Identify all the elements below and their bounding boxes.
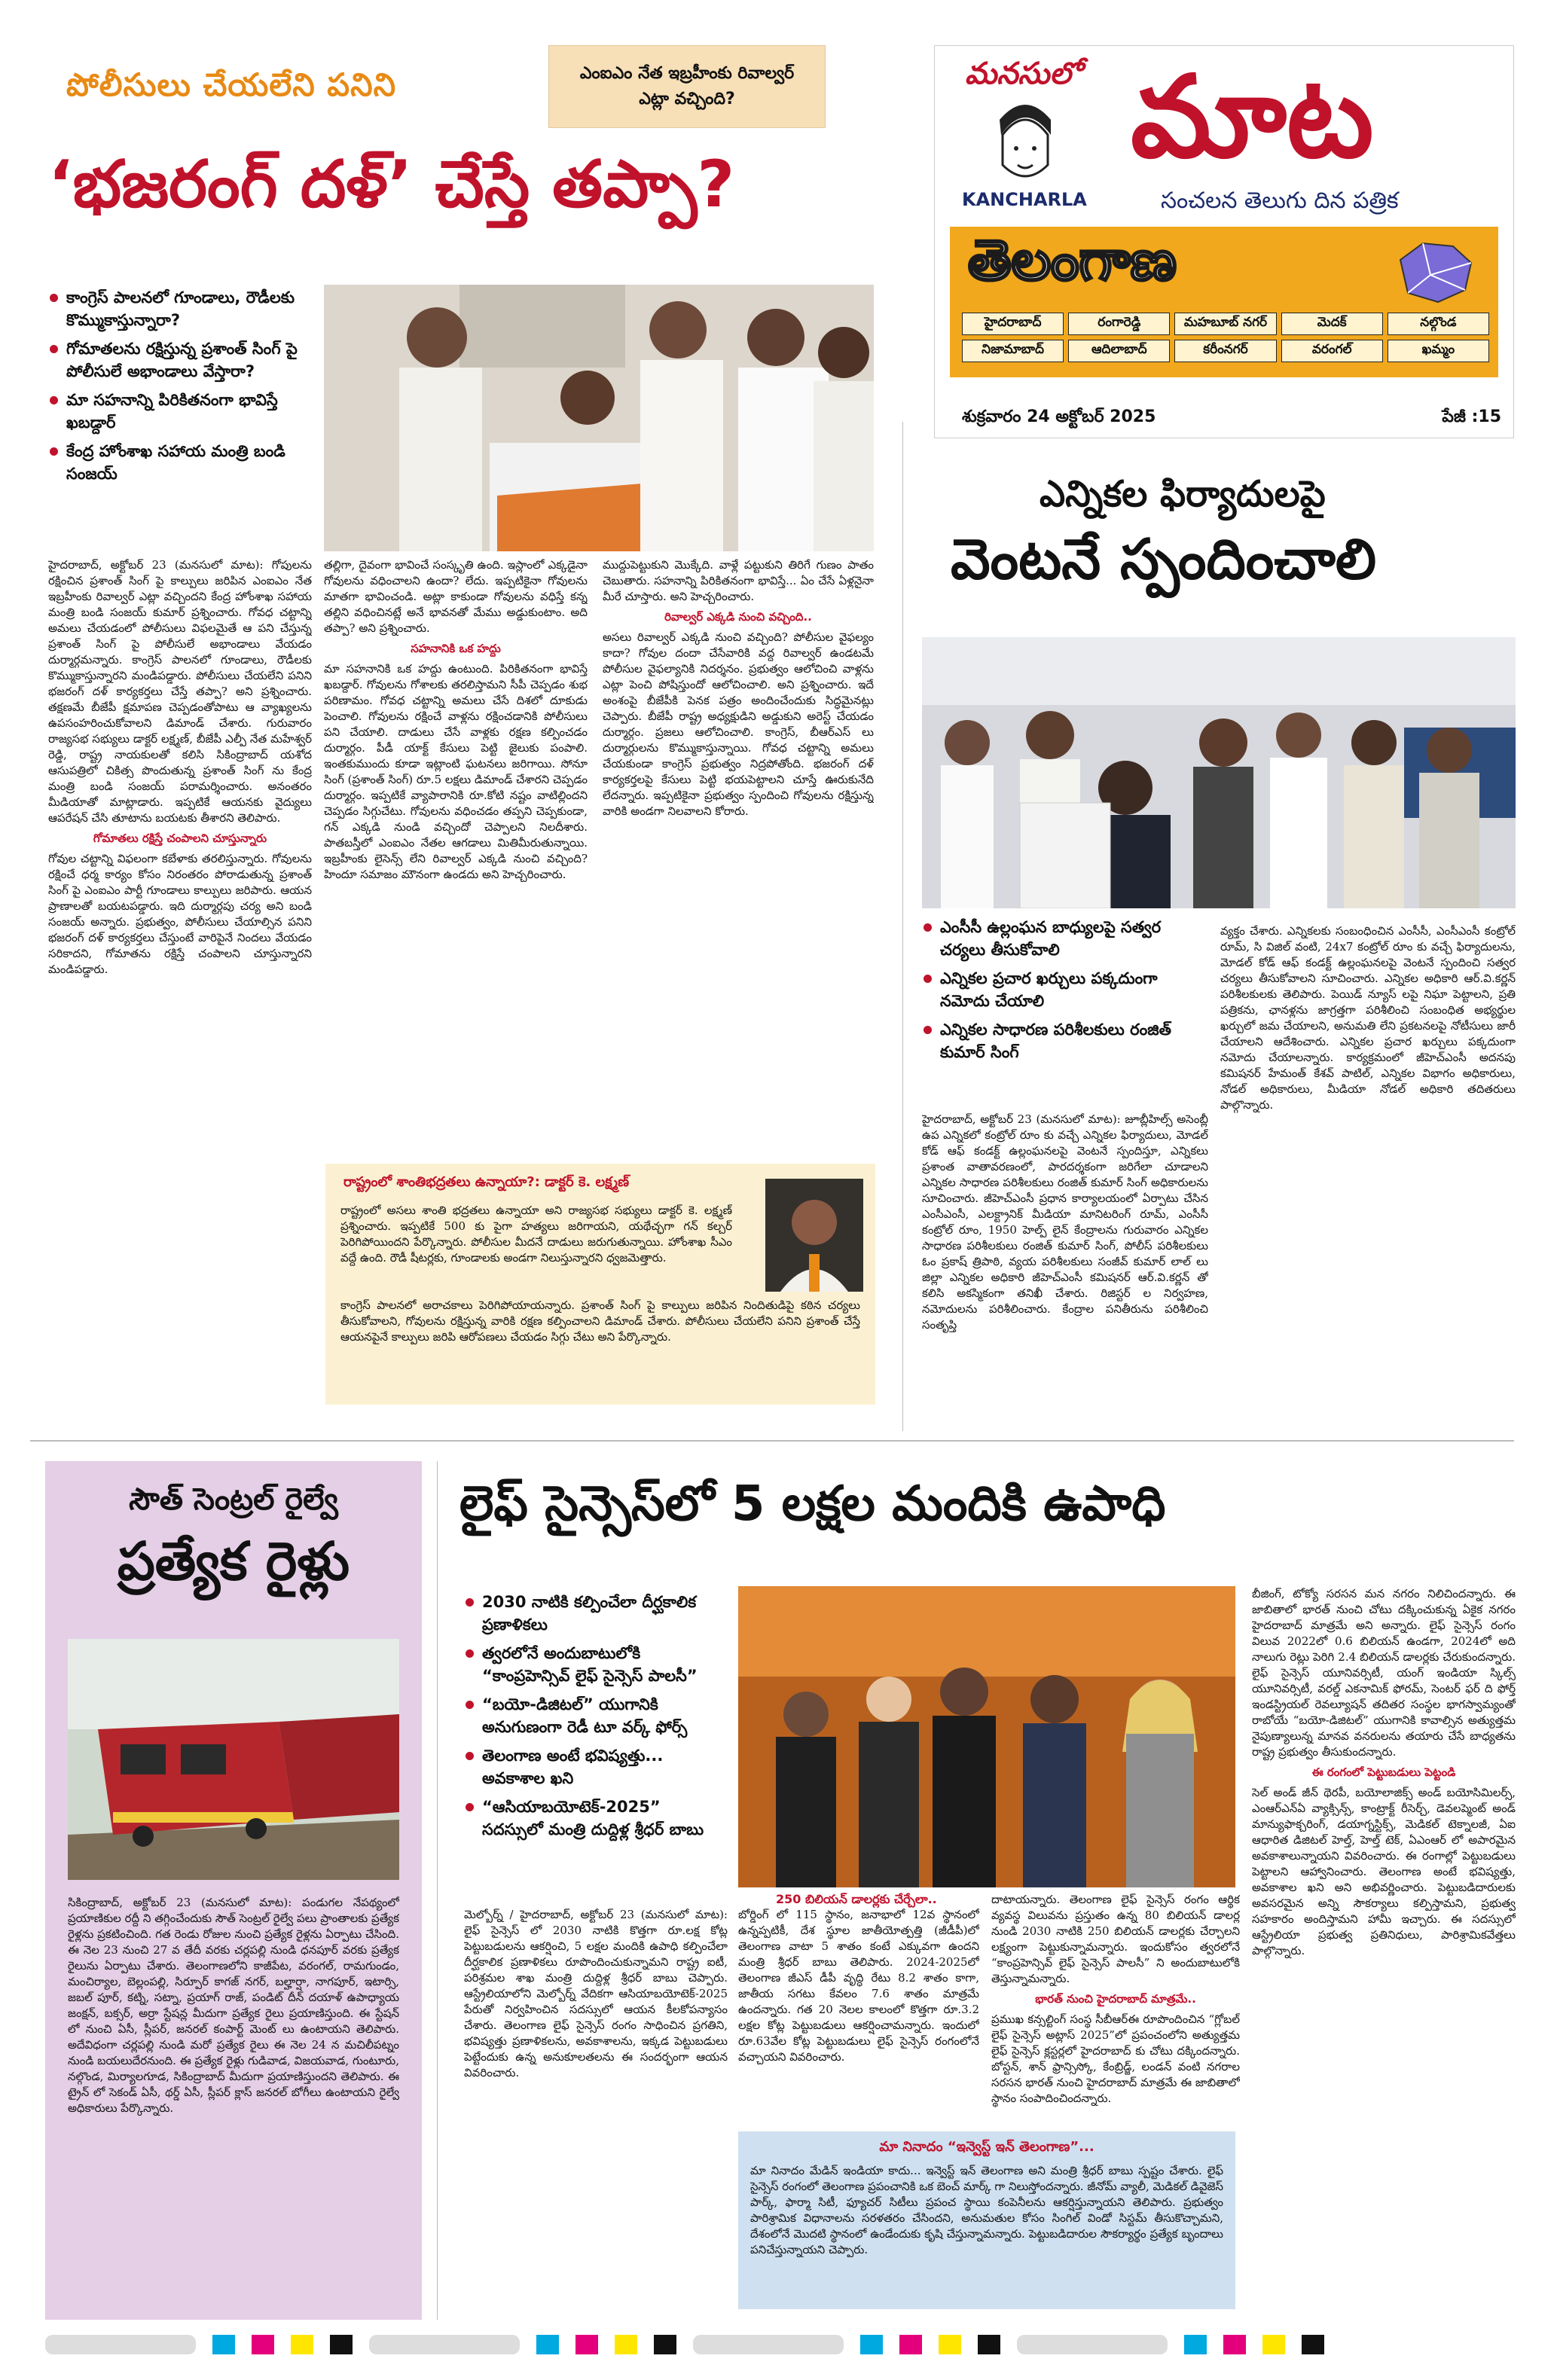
laxman-photo (765, 1179, 863, 1292)
election-inspection-illustration (922, 637, 1516, 908)
train-illustration (68, 1639, 399, 1880)
hospital-photo (324, 285, 874, 551)
logo-small: మనసులో (965, 56, 1081, 91)
district-label: మెదక్ (1281, 313, 1383, 335)
bullet-item: గోమాతలను రక్షిస్తున్న ప్రశాంత్ సింగ్ పై పోలీసులే అభాండాలు వేస్తారా? (48, 337, 304, 383)
story1-col2-text: తల్లిగా, దైవంగా భావించే సంస్కృతి ఉంది. ఇస్లాంలో ఎక్కడైనా గోవులను వధించాలని ఉందా? లేదు. ఇప్పటికైనా గోవులను మాతగా భావించండి. అట్లా కాకుండా గోవులను వధిస్తే కన్న తల్లిని వధించినట్లే అనే భావనతో మేము అడ్డుకుంటాం. అది తప్పా? అని ప్రశ్నించారు. (324, 558, 588, 635)
story1-column-3 (603, 557, 874, 1160)
story4-colC-text: బీజింగ్, టోక్యో సరసన మన నగరం నిలిచిందన్నారు. ఈ జాబితాలో భారత్ నుంచి చోటు దక్కించుకున్న ఏకైక నగరం హైదరాబాద్ మాత్రమే అని అన్నారు. లైఫ్ సైన్సెస్ రంగం విలువ 2022లో 0.6 బిలియన్ ఉండగా, 2024లో అది నాలుగు రెట్లు పెరిగి 2.4 బిలియన్ డాలర్లకు చేరుకుందన్నారు. లైఫ్ సైన్సెస్ యూనివర్సిటీ, యంగ్ ఇండియా స్కిల్స్ యూనివర్సిటీ, వరల్డ్ ఎకనామిక్ ఫోరమ్, సెంటర్ ఫర్ ది ఫోర్త్ ఇండస్ట్రియల్ రెవల్యూషన్ తదితర సంస్థల భాగస్వామ్యంతో రాబోయే “బయో-డిజిటల్” యుగానికి కావాల్సిన అత్యుత్తమ నైపుణ్యాలున్న మానవ వనరులను తయారు చేసే బాధ్యతను రాష్ట్ర ప్రభుత్వం తీసుకుందన్నారు. (1252, 1587, 1516, 1759)
bullet-item: కాంగ్రెస్ పాలనలో గూండాలు, రౌడీలకు కొమ్ముకాస్తున్నారా? (48, 286, 304, 331)
story3-kicker: సౌత్ సెంట్రల్ రైల్వే (129, 1482, 338, 1517)
story1-side-box (548, 45, 826, 128)
laxman-box-title: రాష్ట్రంలో శాంతిభద్రతలు ఉన్నాయా?: డాక్టర్ కె. లక్ష్మణ్ (343, 1174, 630, 1190)
invest-box-text: మా నినాదం మేడిన్ ఇండియా కాదు... ఇన్వెస్ట్ ఇన్ తెలంగాణ అని మంత్రి శ్రీధర్ బాబు స్పష్టం చేశారు. లైఫ్ సైన్సెస్ రంగంలో తెలంగాణ ప్రపంచానికి ఒక బెంచ్ మార్క్ గా నిలుస్తోందన్నారు. జీనోమ్ వ్యాలీ, మెడికల్ డివైజెస్ పార్క్, ఫార్మా సిటీ, ఫ్యూచర్ సిటీలు ప్రపంచ స్థాయి కంపెనీలను ఆకర్షిస్తున్నాయని తెలిపారు. ప్రభుత్వం పారిశ్రామిక విధానాలను సరళతరం చేసిందని, అనుమతుల కోసం సింగిల్ విండో సిస్టమ్ తీసుకొచ్చామని, దేశంలోనే మొదటి స్థానంలో ఉండేందుకు కృషి చేస్తున్నామన్నారు. పెట్టుబడిదారుల సౌకర్యార్థం ప్రత్యేక బృందాలు పనిచేస్తున్నాయని చెప్పారు. (750, 2164, 1223, 2256)
district-label: నిజామాబాద్ (962, 340, 1064, 362)
district-label: హైదరాబాద్ (962, 313, 1064, 335)
invest-box-title: మా నినాదం “ఇన్వెస్ట్ ఇన్ తెలంగాణ”... (879, 2139, 1094, 2155)
election-photo (922, 637, 1516, 908)
story4-column-b (991, 1892, 1240, 2121)
photo-caption: 250 బిలియన్ డాలర్లకు చేర్చేలా.. (776, 1892, 937, 1906)
bullet-item: కేంద్ర హోంశాఖ సహాయ మంత్రి బండి సంజయ్ (48, 440, 304, 485)
bullet-item: “ఆసియాబయోటెక్-2025” సదస్సులో మంత్రి దుద్దిళ్ల శ్రీధర్ బాబు (464, 1796, 720, 1841)
conference-photo (738, 1586, 1235, 1887)
district-label: మహబూబ్ నగర్ (1174, 313, 1276, 335)
column-divider (902, 422, 903, 1431)
telangana-map-icon (1393, 237, 1476, 305)
story1-col3-text: ముద్దుపెట్టుకుని మొక్కేది. వాళ్లే పట్టుకుని తిరిగే గుణం పాతం చెబుతారు. సహనాన్ని పిరికితనంగా భావిస్తే... ఏం చేసే ఏళ్లనైనా మీరే చూస్తారు. అని హెచ్చరించారు. (603, 558, 874, 603)
conference-illustration (738, 1586, 1235, 1887)
logo-main: మాట (1131, 52, 1374, 183)
logo-face (988, 105, 1063, 188)
color-registration-strip (45, 2335, 1514, 2354)
story4-colC-subhead: ఈ రంగంలో పెట్టుబడులు పెట్టండి (1311, 1765, 1456, 1779)
district-label: రంగారెడ్డి (1068, 313, 1170, 335)
bullet-item: 2030 నాటికి కల్పించేలా దీర్ఘకాలిక ప్రణాళికలు (464, 1591, 720, 1636)
story1-column-1 (48, 557, 312, 1395)
district-label: ఆదిలాబాద్ (1068, 340, 1170, 362)
story4-column-a-right: బోర్డింగ్ లో 115 స్థానం, జనాభాలో 12వ స్థానంలో ఉన్నప్పటికీ, దేశ స్థూల జాతీయోత్పత్తి (జీడీపీ)లో తెలంగాణ వాటా 5 శాతం కంటే ఎక్కువగా ఉందని మంత్రి శ్రీధర్ బాబు తెలిపారు. 2024-2025లో తెలంగాణ జీఎస్ డీపీ వృద్ధి రేటు 8.2 శాతం కాగా, జాతీయ సగటు కేవలం 7.6 శాతం మాత్రమే ఉందన్నారు. గత 20 నెలల కాలంలో కొత్తగా రూ.3.2 లక్షల కోట్ల పెట్టుబడులు ఆకర్షించామన్నారు. ఇందులో రూ.63వేల కోట్ల పెట్టుబడులు లైఫ్ సైన్సెస్ రంగంలోనే వచ్చాయని వివరించారు. (738, 1908, 979, 2064)
laxman-box (325, 1164, 875, 1405)
story4-column-c (1252, 1586, 1516, 2309)
district-grid (962, 313, 1489, 362)
edition-band (950, 227, 1498, 377)
story4-bullets (464, 1591, 720, 1847)
story1-col3b-text: అసలు రివాల్వర్ ఎక్కడి నుంచి వచ్చింది? పోలీసుల వైఫల్యం కాదా? గోవుల దందా చేసేవారికి వద్ద రివాల్వర్ ఉండటమే పోలీసుల వైఫల్యానికి నిదర్శనం. ప్రభుత్వం ఆలోచించి వాళ్లను ఎట్లా పెంచి పోషిస్తుందో ఆలోచించాలి. అని ప్రశ్నించారు. ఇదే అంశంపై బీజేపీకి పెనక పత్రం అందించేందుకు సిద్ధమైనట్లు చెప్పారు. బీజేపీ రాష్ట్ర అధ్యక్షుడిని అడ్డుకుని అరెస్ట్ చేయడం దుర్మార్గం. ప్రజలు ఆలోచించాలి. కాంగ్రెస్, బీఆర్ఎస్ లు దుర్మార్గులను కొమ్ముకాస్తున్నాయి. గోవధ చట్టాన్ని అమలు చేయకుండా కాంగ్రెస్ ప్రభుత్వం నిద్రపోతోంది. భజరంగ్ దళ్ కార్యకర్తలపై కేసులు పెట్టి భయపెట్టాలని చూస్తే ఊరుకునేది లేదన్నారు. ఇప్పటికైనా ప్రభుత్వం స్పందించి గోవులను రక్షిస్తున్న వారికి అండగా నిలవాలని కోరారు. (603, 630, 874, 818)
district-label: కరీంనగర్ (1174, 340, 1276, 362)
story1-col2-subhead: సహనానికి ఒక హద్దు (411, 642, 501, 655)
story1-col1-text: హైదరాబాద్, అక్టోబర్ 23 (మనసులో మాట): గోపులను రక్షించిన ప్రశాంత్ సింగ్ పై కాల్పులు జరిపిన ఎంఐఎం నేత ఇబ్రహీంకు రివాల్వర్ ఎట్లా వచ్చిందని కేంద్ర హోంశాఖ సహాయ మంత్రి బండి సంజయ్ కుమార్ ప్రశ్నించారు. గోవధ చట్టాన్ని అమలు చేయడంలో పోలీసులు విఫలమైతే ఆ పని చేస్తున్న ప్రశాంత్ సింగ్ పై పోలీసులే అభాండాలు వేయడం దుర్మార్గమన్నారు. కాంగ్రెస్ పాలనలో గూండాలు, రౌడీలకు కొమ్ముకాస్తున్నారని మండిపడ్డారు. పోలీసులు చేయలేని పనిని భజరంగ్ దళ్ కార్యకర్తలు చేస్తే తప్పా? అని ప్రశ్నించారు. తక్షణమే బీజేపీ క్షమాపణ చెప్పడంతోపాటు ఆ వ్యాఖ్యలను ఉపసంహరించుకోవాలని డిమాండ్ చేశారు. గురువారం రాజ్యసభ సభ్యులు డాక్టర్ లక్ష్మణ్, బీజేపీ ఎల్పీ నేత మహేశ్వర్ రెడ్డి, రాష్ట్ర నాయకులతో కలిసి సికింద్రాబాద్ యశోద ఆసుపత్రిలో చికిత్స పొందుతున్న ప్రశాంత్ సింగ్ ను కేంద్ర మంత్రి బండి సంజయ్ పరామర్శించారు. అనంతరం మీడియాతో మాట్లాడారు. ఇప్పటికే ఆయనకు వైద్యులు ఆపరేషన్ చేసి తూటాను బయటకు తీశారని తెలిపారు. (48, 558, 312, 825)
tagline: సంచలన తెలుగు దిన పత్రిక (1161, 188, 1399, 214)
story2-kicker: ఎన్నికల ఫిర్యాదులపై (1040, 473, 1326, 515)
section-divider (30, 1440, 1514, 1442)
bullet-item: తెలంగాణ అంటే భవిష్యత్తు... అవకాశాల ఖని (464, 1744, 720, 1790)
story2-bullets (922, 916, 1201, 1069)
page-number: పేజీ :15 (1442, 407, 1501, 426)
story4-colB-subhead: భారత్ నుంచి హైదరాబాద్ మాత్రమే.. (1035, 1992, 1196, 2006)
laxman-text-top: రాష్ట్రంలో అసలు శాంతి భద్రతలు ఉన్నాయా అని రాజ్యసభ సభ్యులు డాక్టర్ కె. లక్ష్మణ్ ప్రశ్నించారు. ఇప్పటికే 500 కు పైగా హత్యలు జరిగాయని, యథేచ్ఛగా గన్ కల్చర్ పెరిగిపోయిందని పేర్కొన్నారు. పోలీసుల మీదనే దాడులు జరుగుతున్నాయి. హోంశాఖ సీఎం వద్దే ఉంది. రౌడీ షీటర్లకు, గూండాలకు అండగా నిలుస్తున్నారని ధ్వజమెత్తారు. (340, 1204, 732, 1265)
hospital-illustration (324, 285, 874, 551)
bullet-item: ఎంసీసీ ఉల్లంఘన బాధ్యులపై సత్వర చర్యలు తీసుకోవాలి (922, 916, 1201, 961)
story1-bullets (48, 286, 304, 491)
district-label: వరంగల్ (1281, 340, 1383, 362)
column-divider (437, 1461, 438, 2320)
invest-box (738, 2131, 1235, 2309)
train-photo (68, 1639, 399, 1880)
story1-headline: ‘భజరంగ్ దళ్’ చేస్తే తప్పా? (48, 147, 735, 222)
bullet-item: “బయో-డిజిటల్” యుగానికి అనుగుణంగా రెడీ టూ వర్క్ ఫోర్స్ (464, 1693, 720, 1738)
story1-column-2 (324, 557, 588, 1160)
bullet-item: ఎన్నికల సాధారణ పరిశీలకులు రంజిత్ కుమార్ సింగ్ (922, 1018, 1201, 1063)
masthead-box (934, 45, 1514, 438)
story3-text: సికింద్రాబాద్, అక్టోబర్ 23 (మనసులో మాట): పండుగల నేపథ్యంలో ప్రయాణికుల రద్దీ ని తగ్గించేందుకు సౌత్ సెంట్రల్ రైల్వే పలు ప్రాంతాలకు ప్రత్యేక రైళ్లను ప్రకటించింది. గత రెండు రోజుల నుంచి ప్రత్యేక రైళ్లను ఏర్పాటు చేసింది. ఈ నెల 23 నుంచి 27 వ తేదీ వరకు చర్లపల్లి నుండి ధనపూర్ వరకు ప్రత్యేక రైలును ఏర్పాటు చేశారు. తెలంగాణలోని కాజీపేట, వరంగల్, రామగుండం, మంచిర్యాల, బెల్లంపల్లి, సిర్పూర్ కాగజ్ నగర్, బల్హార్షా, నాగపూర్, ఇటార్సి, జబల్ పూర్, కట్ని, సట్నా, ప్రయాగ్ రాజ్, పండిట్ దీన్ దయాళ్ ఉపాధ్యాయ జంక్షన్, బక్సర్, అర్రా స్టేషన్ల మీదుగా ప్రత్యేక రైలు ప్రయాణిస్తుంది. ఈ స్టేషన్ లో నుంచి ఏసీ, స్లీపర్, జనరల్ కంపార్ట్ మెంట్ లు ఉంటాయని తెలిపారు. అదేవిధంగా చర్లపల్లి నుండి మరో ప్రత్యేక రైలు ఈ నెల 24 న మచిలీపట్నం నుండి బయలుదేరనుంది. ఈ ప్రత్యేక రైళ్లు గుడివాడ, విజయవాడ, గుంటూరు, నల్గొండ, మిర్యాలగూడ, సికింద్రాబాద్ మీదుగా ప్రయాణిస్తుందని తెలిపారు. ఈ ట్రైన్ లో సెకండ్ ఏసీ, థర్డ్ ఏసీ, స్లీపర్ క్లాస్ జనరల్ బోగీలు ఉంటాయని రైల్వే అధికారులు పేర్కొన్నారు. (68, 1896, 399, 2115)
story2-column-2: వ్యక్తం చేశారు. ఎన్నికలకు సంబంధించిన ఎంసీసీ, ఎంసీఎంసీ కంట్రోల్ రూమ్, సి విజిల్ వంటి, 24x7 కంట్రోల్ రూం కు వచ్చే ఫిర్యాదులను, మోడల్ కోడ్ ఆఫ్ కండక్ట్ ఉల్లంఘనలపై వెంటనే స్పందించి సత్వర చర్యలు తీసుకోవాలని సూచించారు. ఎన్నికల అధికారి ఆర్.వి.కర్ణన్ పరిశీలకులకు తెలిపారు. పెయిడ్ న్యూస్ లపై నిఘా పెట్టాలని, ప్రతి పత్రికను, ఛానళ్లను జాగ్రత్తగా పరిశీలించి సంబంధిత అభ్యర్థుల ఖర్చులో జమ చేయాలని, అనుమతి లేని ప్రకటనలపై నోటీసులు జారీ చేయాలని ఆదేశించారు. ఎన్నికల ప్రచార ఖర్చులు పక్కదుంగా నమోదు చేయాలన్నారు. కార్యక్రమంలో జీహెచ్ఎంసీ అదనపు కమిషనర్ హేమంత్ కేశవ్ పాటిల్, ఎన్నికల విభాగం అధికారులు, నోడల్ అధికారులు, మీడియా నోడల్ అధికారి తదితరులు పాల్గొన్నారు. (1220, 924, 1516, 1112)
brand-name: KANCHARLA (962, 189, 1087, 210)
story1-col1-subhead: గోమాతలు రక్షిస్తే చంపాలని చూస్తున్నారు (93, 831, 267, 845)
story4-column-a (464, 1907, 728, 2299)
edition-title: తెలంగాణ (968, 228, 1177, 293)
laxman-text-bottom: కాంగ్రెస్ పాలనలో అరాచకాలు పెరిగిపోయాయన్నారు. ప్రశాంత్ సింగ్ పై కాల్పులు జరిపిన నిందితుడిపై కఠిన చర్యలు తీసుకోవాలని, గోవులను రక్షిస్తున్న వారికి రక్షణ కల్పించాలని డిమాండ్ చేశారు. పోలీసులు చేయలేని పనిని ప్రశాంత్ చేస్తే ఆయనపైనే కాల్పులు జరిపి ఆరోపణలు చేయడం సిగ్గు చేటు అని పేర్కొన్నారు. (340, 1298, 860, 1344)
bullet-item: త్వరలోనే అందుబాటులోకి “కాంప్రహెన్సివ్ లైఫ్ సైన్సెస్ పాలసీ” (464, 1642, 720, 1687)
district-label: ఖమ్మం (1388, 340, 1489, 362)
bullet-item: మా సహనాన్ని పిరికితనంగా భావిస్తే ఖబడ్దార్ (48, 389, 304, 434)
story4-colB-text: దాటాయన్నారు. తెలంగాణ లైఫ్ సైన్సెస్ రంగం ఆర్థిక వ్యవస్థ విలువను ప్రస్తుతం ఉన్న 80 బిలియన్ డాలర్ల నుండి 2030 నాటికి 250 బిలియన్ డాలర్లకు చేర్చాలని లక్ష్యంగా పెట్టుకున్నామన్నారు. ఇందుకోసం త్వరలోనే “కాంప్రహెన్సివ్ లైఫ్ సైన్సెస్ పాలసీ” ని అందుబాటులోకి తెస్తున్నామన్నారు. (991, 1893, 1240, 1985)
story4-colC2-text: సెల్ అండ్ జీన్ థెరపీ, బయోలాజిక్స్ అండ్ బయోసిమిలర్స్, ఎంఆర్ఎన్ఏ వ్యాక్సిన్స్, కాంట్రాక్ట్ రీసెర్చ్, డెవలప్మెంట్ అండ్ మాన్యుఫాక్చరింగ్, డయాగ్నస్టిక్స్, మెడికల్ టెక్నాలజీ, ఏఐ ఆధారిత డిజిటల్ హెల్త్, హెల్త్ టెక్, ఏఎంఆర్ లో అపారమైన అవకాశాలున్నాయని వివరించారు. ఈ రంగాల్లో పెట్టుబడులు పెట్టాలని ఆహ్వానించారు. తెలంగాణ అంటే భవిష్యత్తు, అవకాశాల ఖని అని అభివర్ణించారు. పెట్టుబడిదారులకు అవసరమైన అన్ని సౌకర్యాలు కల్పిస్తామని, ప్రభుత్వ సహకారం అందిస్తామని హామీ ఇచ్చారు. ఈ సదస్సులో ఆస్ట్రేలియా ప్రభుత్వ ప్రతినిధులు, పారిశ్రామికవేత్తలు పాల్గొన్నారు. (1252, 1786, 1516, 1957)
story3-headline: ప్రత్యేక రైళ్లు (117, 1530, 350, 1592)
side-box-text: ఎంఐఎం నేత ఇబ్రహీంకు రివాల్వర్ ఎట్లా వచ్చింది? (579, 64, 795, 108)
story1-kicker: పోలీసులు చేయలేని పనిని (66, 66, 397, 103)
bullet-item: ఎన్నికల ప్రచార ఖర్చులు పక్కదుంగా నమోదు చేయాలి (922, 967, 1201, 1012)
story4-colA-text: మెల్బోర్న్ / హైదరాబాద్, అక్టోబర్ 23 (మనసులో మాట): లైఫ్ సైన్సెస్ లో 2030 నాటికి కొత్తగా రూ.లక్ష కోట్ల పెట్టుబడులను ఆకర్షించి, 5 లక్షల మందికి ఉపాధి కల్పించేలా దీర్ఘకాలిక ప్రణాళికలు రూపొందించుకున్నామని రాష్ట్ర ఐటీ, పరిశ్రమల శాఖ మంత్రి దుద్దిళ్ల శ్రీధర్ బాబు చెప్పారు. ఆస్ట్రేలియాలోని మెల్బోర్న్ వేదికగా ఆసియాబయోటెక్-2025 పేరుతో నిర్వహించిన సదస్సులో ఆయన కీలకోపన్యాసం చేశారు. తెలంగాణ లైఫ్ సైన్సెస్ రంగం సాధించిన ప్రగతిని, భవిష్యత్తు ప్రణాళికలను, అవకాశాలను, ఇక్కడ పెట్టుబడులు పెట్టేందుకు ఉన్న అనుకూలతలను ఈ సందర్భంగా ఆయన వివరించారు. (464, 1908, 728, 2079)
railway-box (45, 1461, 422, 2320)
issue-date: శుక్రవారం 24 అక్టోబర్ 2025 (962, 407, 1156, 426)
story1-col3-subhead: రివాల్వర్ ఎక్కడి నుంచి వచ్చింది.. (664, 610, 812, 624)
face-sketch-icon (988, 105, 1063, 188)
story2-headline: వెంటనే స్పందించాలి (951, 527, 1377, 592)
district-label: నల్గొండ (1388, 313, 1489, 335)
story4-colB2-text: ప్రముఖ కన్సల్టింగ్ సంస్థ సీబీఆర్ఈ రూపొందించిన “గ్లోబల్ లైఫ్ సైన్సెస్ అట్లాస్ 2025”లో ప్రపంచంలోని అత్యుత్తమ లైఫ్ సైన్సెస్ క్లస్టర్లలో హైదరాబాద్ కు చోటు దక్కిందన్నారు. బోస్టన్, శాన్ ఫ్రాన్సిస్కో, కేంబ్రిడ్జ్, లండన్ వంటి నగరాల సరసన భారత్ నుంచి హైదరాబాద్ మాత్రమే ఈ జాబితాలో స్థానం సంపాదించిందన్నారు. (991, 2012, 1240, 2105)
story4-headline: లైఫ్ సైన్సెస్‌లో 5 లక్షల మందికి ఉపాధి (459, 1476, 1166, 1532)
story1-col2b-text: మా సహనానికి ఒక హద్దు ఉంటుంది. పిరికితనంగా భావిస్తే ఖబడ్దార్. గోవులను గోశాలకు తరలిస్తామని సీపీ చెప్పడం శుభ పరిణామం. గోవధ చట్టాన్ని అమలు చేసే దిశలో దూకుడు పెంచాలి. గోవులను రక్షించే వాళ్లను రక్షించడానికి పోలీసులు పని చేయాలి. దాడులు చేసే వాళ్లకు రక్షణ కల్పించడం దుర్మార్గం. పీడీ యాక్ట్ కేసులు పెట్టి జైలుకు పంపాలి. ఇంతకుముందు కూడా ఇట్లాంటి ఘటనలు జరిగాయి. సోనూ సింగ్ (ప్రశాంత్ సింగ్) రూ.5 లక్షలు డిమాండ్ చేశారని చెప్పడం దుర్మార్గం. ఇప్పటికే వ్యాపారానికి రూ.కోటి నష్టం వాటిల్లిందని చెప్పడం సిగ్గుచేటు. గోవులను వధించడం తప్పని చెప్పకుండా, గన్ ఎక్కడి నుండి వచ్చిందో చెప్పాలని నిలదీశారు. పాతబస్తీలో ఎంఐఎం నేతల ఆగడాలు మితిమీరుతున్నాయి. ఇబ్రహీంకు లైసెన్స్ లేని రివాల్వర్ ఎక్కడి నుంచి వచ్చింది? హిందూ సమాజం మౌనంగా ఉండదు అని హెచ్చరించారు. (324, 662, 588, 881)
story2-column-1: హైదరాబాద్, అక్టోబర్ 23 (మనసులో మాట): జూబ్లీహిల్స్ అసెంబ్లీ ఉప ఎన్నికలో కంట్రోల్ రూం కు వచ్చే ఎన్నికల ఫిర్యాదులు, మోడల్ కోడ్ ఆఫ్ కండక్ట్ ఉల్లంఘనలపై వెంటనే స్పందిస్తూ, ఎన్నికలు ప్రశాంత వాతావరణంలో, పారదర్శకంగా జరిగేలా చూడాలని ఎన్నికల సాధారణ పరిశీలకులు రంజిత్ కుమార్ సింగ్ అధికారులను సూచించారు. జీహెచ్ఎంసీ ప్రధాన కార్యాలయంలో ఏర్పాటు చేసిన ఎంసీఎంసీ, ఎలక్ట్రానిక్ మీడియా మానిటరింగ్ రూమ్, ఎంసీసీ కంట్రోల్ రూం, 1950 హెల్ప్ లైన్ కేంద్రాలను గురువారం ఎన్నికల సాధారణ పరిశీలకులు రంజిత్ కుమార్ సింగ్, పోలీస్ పరిశీలకులు ఓం ప్రకాష్ త్రిపాఠి, వ్యయ పరిశీలకులు సంజీవ్ కుమార్ లాల్ లు జిల్లా ఎన్నికల అధికారి జీహెచ్ఎంసీ కమిషనర్ ఆర్.వి.కర్ణన్ తో కలిసి అకస్మికంగా తనిఖీ చేశారు. రిజిస్టర్ ల నిర్వహణ, నమోదులను పరిశీలించారు. కేంద్రాల పనితీరును పరిశీలించి సంతృప్తి (922, 1112, 1208, 1332)
laxman-portrait (765, 1179, 863, 1292)
story1-col1b-text: గోవుల చట్టాన్ని విఫలంగా కబేళాకు తరలిస్తున్నారు. గోవులను రక్షించే ధర్మ కార్యం కోసం నిరంతరం పోరాడుతున్న ప్రశాంత్ సింగ్ పై ఎంఐఎం పార్టీ గూండాలు కాల్పులు జరిపారు. ఆయన ప్రాణాలతో బయటపడ్డారు. ఇది దుర్మార్గపు చర్య అని బండి సంజయ్ అన్నారు. ప్రభుత్వం, పోలీసులు చేయాల్సిన పనిని భజరంగ్ దళ్ కార్యకర్తలు చేస్తుంటే వారిపైనే నిందలు వేయడం సరికాదని, గోమాతను రక్షిస్తే చంపాలని చూస్తున్నారని మండిపడ్డారు. (48, 852, 312, 976)
